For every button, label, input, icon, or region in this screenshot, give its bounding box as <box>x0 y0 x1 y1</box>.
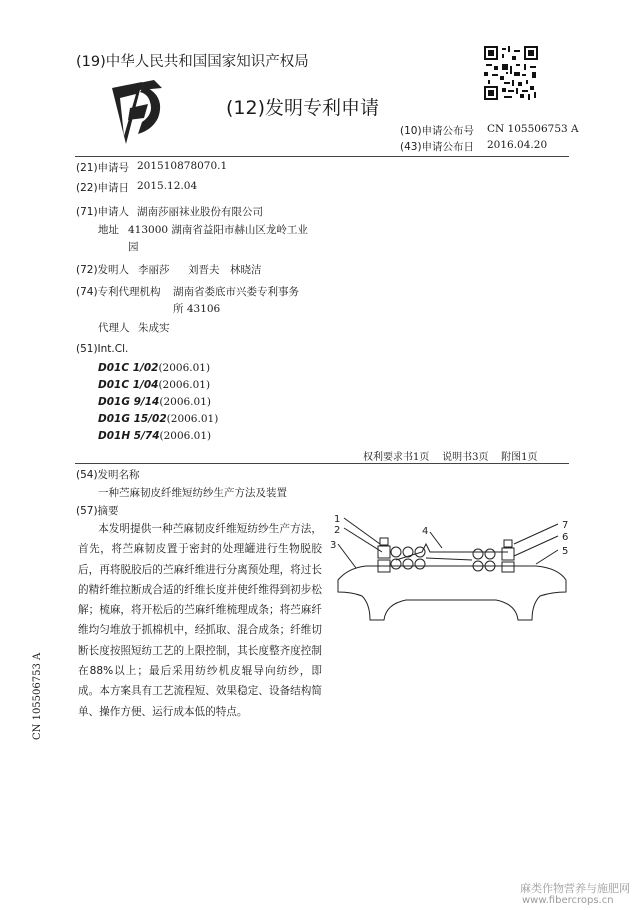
abstract-body: 本发明提供一种苎麻韧皮纤维短纺纱生产方法，首先，将苎麻韧皮置于密封的处理罐进行生物脱胶后，再将脱胶后的苎麻纤维进行分离预处理，将过长的精纤维拉断成合适的纤维长度并使纤维得到初步松解；梳麻，将开松后的苎麻纤维梳理成条；将苎麻纤维均匀堆放于抓棉机中，经抓取、混合成条；纤维切断长度按照短纺工艺的上限控制，其长度整齐度控制在88%以上；最后采用纺纱机皮辊导向纺纱，即成。本方案具有工艺流程短、效果稳定、设备结构简单、操作方便、运行成本低的特点。 <box>78 523 322 718</box>
qr-code-icon <box>484 46 538 100</box>
office-name: (19)中华人民共和国国家知识产权局 <box>76 54 309 70</box>
figure-label-5: 5 <box>562 546 569 557</box>
ipc-row <box>98 362 210 374</box>
inventor-2: 刘晋夫 <box>188 264 220 276</box>
figure-label-4: 4 <box>422 526 429 537</box>
address-line2: 园 <box>128 241 139 253</box>
ipc-code: D01C 1/04 <box>98 379 159 391</box>
agency-label: (74)专利代理机构 <box>76 286 161 298</box>
figure-label-3: 3 <box>330 540 337 551</box>
invention-title: 一种苎麻韧皮纤维短纺纱生产方法及装置 <box>98 487 287 499</box>
figure-label-1: 1 <box>334 514 341 525</box>
address-label: 地址 <box>98 224 119 236</box>
agency-line1: 湖南省娄底市兴娄专利事务 <box>173 286 299 298</box>
watermark-line1: 麻类作物营养与施肥网 <box>520 882 630 895</box>
inventor-1: 李丽莎 <box>138 264 170 276</box>
side-publication-number: CN 105506753 A <box>32 652 43 740</box>
figure-label-6: 6 <box>562 532 569 543</box>
inventor-3: 林晓洁 <box>230 264 262 276</box>
header-divider <box>75 156 569 157</box>
app-date-label: (22)申请日 <box>76 182 130 194</box>
pub-no-label: (10)申请公布号 <box>400 125 475 137</box>
abstract-label: (57)摘要 <box>76 505 119 517</box>
inventor-label: (72)发明人 <box>76 264 130 276</box>
ipc-code: D01G 15/02 <box>98 413 167 425</box>
document-type: (12)发明专利申请 <box>226 97 380 119</box>
figure-label-7: 7 <box>562 520 569 531</box>
address-line1: 413000 湖南省益阳市赫山区龙岭工业 <box>128 224 308 236</box>
ipc-code: D01C 1/02 <box>98 362 159 374</box>
applicant-value: 湖南莎丽袜业股份有限公司 <box>137 206 263 218</box>
ipc-version: (2006.01) <box>158 362 211 374</box>
ipc-code: D01H 5/74 <box>98 430 160 442</box>
ipc-version: (2006.01) <box>159 430 212 442</box>
ipc-version: (2006.01) <box>166 413 219 425</box>
ipc-version: (2006.01) <box>159 396 211 408</box>
app-no-label: (21)申请号 <box>76 162 130 174</box>
pub-date-label: (43)申请公布日 <box>400 141 475 153</box>
applicant-label: (71)申请人 <box>76 206 130 218</box>
page-count: 权利要求书1页 说明书3页 附图1页 <box>363 452 538 463</box>
figure-label-2: 2 <box>334 525 341 536</box>
app-no-value: 201510878070.1 <box>137 160 228 172</box>
agent-value: 朱成实 <box>138 322 170 334</box>
title-label: (54)发明名称 <box>76 469 140 481</box>
ipc-code: D01G 9/14 <box>98 396 160 408</box>
pub-date-value: 2016.04.20 <box>487 139 548 151</box>
cnipa-logo-icon <box>104 78 170 146</box>
ipc-row <box>98 379 210 391</box>
pub-no-value: CN 105506753 A <box>487 123 579 135</box>
ipc-version: (2006.01) <box>158 379 211 391</box>
ipc-row <box>98 430 211 442</box>
watermark-line2: www.fibercrops.cn <box>522 895 614 906</box>
ipc-row <box>98 413 218 425</box>
ipc-row <box>98 396 211 408</box>
intcl-label: (51)Int.Cl. <box>76 343 129 355</box>
app-date-value: 2015.12.04 <box>137 180 198 192</box>
agency-line2: 所 43106 <box>173 303 221 315</box>
apparatus-figure <box>326 508 578 648</box>
abstract-text <box>78 519 322 722</box>
agent-label: 代理人 <box>98 322 130 334</box>
biblio-divider <box>75 463 569 464</box>
